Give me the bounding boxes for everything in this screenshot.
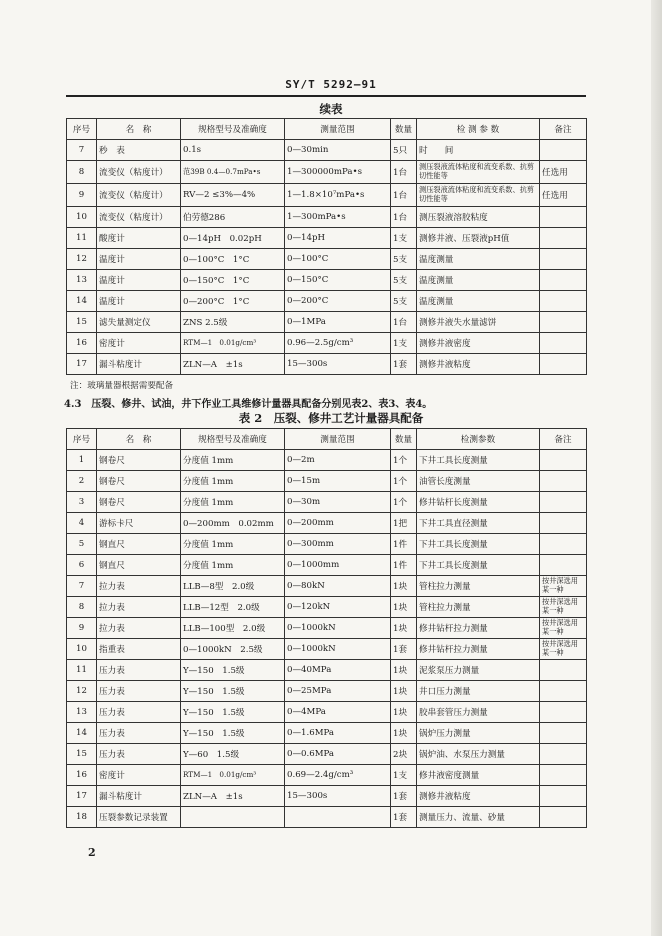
page-number: 2 — [88, 846, 96, 859]
cell-remark: 任选用 — [540, 184, 587, 207]
cell-qty: 1套 — [391, 639, 417, 660]
cell-name: 压裂参数记录装置 — [97, 807, 181, 828]
cell-index: 7 — [67, 140, 97, 161]
header-parameter: 检测参数 — [417, 429, 540, 450]
cell-parameter: 测修井液、压裂液pH值 — [417, 228, 540, 249]
table-row — [67, 228, 587, 249]
table-row — [67, 450, 587, 471]
cell-qty: 1块 — [391, 723, 417, 744]
table-row — [67, 207, 587, 228]
table-row — [67, 161, 587, 184]
cell-qty: 1个 — [391, 471, 417, 492]
header-remark: 备注 — [540, 119, 587, 140]
cell-range: 15—300s — [285, 354, 391, 375]
cell-spec: RV—2 ≤3%—4% — [181, 184, 285, 207]
cell-range: 0—15m — [285, 471, 391, 492]
cell-range: 0—100°C — [285, 249, 391, 270]
cell-parameter: 测修井液密度 — [417, 333, 540, 354]
cell-name: 流变仪（粘度计） — [97, 207, 181, 228]
cell-name: 钢卷尺 — [97, 450, 181, 471]
cell-remark — [540, 723, 587, 744]
cell-qty: 1台 — [391, 207, 417, 228]
cell-remark — [540, 744, 587, 765]
cell-index: 3 — [67, 492, 97, 513]
cell-range: 0.96—2.5g/cm³ — [285, 333, 391, 354]
cell-qty: 5支 — [391, 270, 417, 291]
cell-qty: 1件 — [391, 555, 417, 576]
cell-qty: 1支 — [391, 333, 417, 354]
table-row — [67, 786, 587, 807]
cell-parameter: 胶串套管压力测量 — [417, 702, 540, 723]
cell-index: 9 — [67, 184, 97, 207]
cell-index: 9 — [67, 618, 97, 639]
table-row — [67, 291, 587, 312]
cell-parameter: 温度测量 — [417, 291, 540, 312]
cell-index: 16 — [67, 765, 97, 786]
cell-index: 12 — [67, 249, 97, 270]
cell-spec: Y—150 1.5级 — [181, 681, 285, 702]
cell-qty: 1块 — [391, 618, 417, 639]
cell-remark — [540, 140, 587, 161]
cell-index: 11 — [67, 228, 97, 249]
cell-parameter: 修井液密度测量 — [417, 765, 540, 786]
cell-range: 0—1MPa — [285, 312, 391, 333]
cell-range — [285, 807, 391, 828]
cell-index: 12 — [67, 681, 97, 702]
cell-name: 秒 表 — [97, 140, 181, 161]
table-row — [67, 702, 587, 723]
cell-spec: 分度值 1mm — [181, 471, 285, 492]
cell-qty: 1支 — [391, 765, 417, 786]
cell-index: 7 — [67, 576, 97, 597]
cell-name: 漏斗粘度计 — [97, 786, 181, 807]
header-range: 测量范围 — [285, 429, 391, 450]
cell-spec: 0—150°C 1°C — [181, 270, 285, 291]
cell-spec: 分度值 1mm — [181, 492, 285, 513]
cell-parameter: 温度测量 — [417, 270, 540, 291]
cell-name: 钢卷尺 — [97, 492, 181, 513]
cell-index: 8 — [67, 597, 97, 618]
cell-range: 0—1000mm — [285, 555, 391, 576]
cell-remark: 按井深选用某一种 — [540, 576, 587, 597]
cell-index: 5 — [67, 534, 97, 555]
cell-parameter: 下井工具长度测量 — [417, 555, 540, 576]
cell-qty: 1件 — [391, 534, 417, 555]
cell-remark — [540, 660, 587, 681]
cell-remark — [540, 450, 587, 471]
cell-index: 13 — [67, 270, 97, 291]
cell-index: 6 — [67, 555, 97, 576]
cell-range: 0—14pH — [285, 228, 391, 249]
cell-range: 0—120kN — [285, 597, 391, 618]
cell-range: 0—200mm — [285, 513, 391, 534]
cell-name: 压力表 — [97, 702, 181, 723]
header-name: 名 称 — [97, 429, 181, 450]
cell-remark — [540, 681, 587, 702]
cell-remark — [540, 534, 587, 555]
table1-header-row — [67, 119, 587, 140]
cell-qty: 1块 — [391, 597, 417, 618]
cell-name: 漏斗粘度计 — [97, 354, 181, 375]
table-row — [67, 354, 587, 375]
cell-name: 钢卷尺 — [97, 471, 181, 492]
cell-remark: 按井深选用某一种 — [540, 618, 587, 639]
cell-parameter: 泥浆泵压力测量 — [417, 660, 540, 681]
table-row — [67, 534, 587, 555]
cell-remark — [540, 228, 587, 249]
cell-spec: Y—150 1.5级 — [181, 702, 285, 723]
cell-remark — [540, 354, 587, 375]
cell-parameter: 油管长度测量 — [417, 471, 540, 492]
cell-parameter: 锅炉油、水泵压力测量 — [417, 744, 540, 765]
cell-name: 流变仪（粘度计） — [97, 184, 181, 207]
cell-range: 0—30min — [285, 140, 391, 161]
cell-name: 压力表 — [97, 744, 181, 765]
cell-range: 0—1000kN — [285, 639, 391, 660]
cell-spec: 伯劳德286 — [181, 207, 285, 228]
cell-spec: 分度值 1mm — [181, 450, 285, 471]
header-index: 序号 — [67, 119, 97, 140]
clause-4-3: 4.3 压裂、修井、试油，井下作业工具维修计量器具配备分别见表2、表3、表4。 — [64, 399, 433, 410]
header-remark: 备注 — [540, 429, 587, 450]
header-qty: 数量 — [391, 429, 417, 450]
cell-range: 1—300000mPa•s — [285, 161, 391, 184]
cell-spec: ZLN—A ±1s — [181, 786, 285, 807]
cell-range: 0—4MPa — [285, 702, 391, 723]
table2-header-row — [67, 429, 587, 450]
table-row — [67, 765, 587, 786]
table1 — [66, 118, 587, 375]
cell-qty: 5支 — [391, 249, 417, 270]
cell-index: 17 — [67, 786, 97, 807]
header-name: 名 称 — [97, 119, 181, 140]
table-row — [67, 597, 587, 618]
cell-remark: 任选用 — [540, 161, 587, 184]
cell-qty: 1块 — [391, 702, 417, 723]
cell-range: 0—300mm — [285, 534, 391, 555]
table-row — [67, 555, 587, 576]
cell-index: 15 — [67, 312, 97, 333]
standard-header: SY/T 5292—91 — [285, 78, 377, 91]
cell-parameter: 下井工具长度测量 — [417, 450, 540, 471]
cell-spec: 0—14pH 0.02pH — [181, 228, 285, 249]
cell-name: 指重表 — [97, 639, 181, 660]
cell-name: 拉力表 — [97, 576, 181, 597]
table-row — [67, 807, 587, 828]
cell-remark — [540, 702, 587, 723]
table-row — [67, 471, 587, 492]
cell-remark — [540, 249, 587, 270]
cell-qty: 1支 — [391, 228, 417, 249]
cell-spec — [181, 807, 285, 828]
cell-spec: Y—60 1.5级 — [181, 744, 285, 765]
cell-remark — [540, 312, 587, 333]
cell-qty: 1套 — [391, 786, 417, 807]
cell-qty: 2块 — [391, 744, 417, 765]
cell-index: 10 — [67, 207, 97, 228]
table-row — [67, 660, 587, 681]
cell-qty: 5支 — [391, 291, 417, 312]
cell-qty: 1把 — [391, 513, 417, 534]
table-row — [67, 312, 587, 333]
cell-index: 18 — [67, 807, 97, 828]
cell-spec: RTM—1 0.01g/cm³ — [181, 333, 285, 354]
cell-remark — [540, 291, 587, 312]
cell-index: 2 — [67, 471, 97, 492]
cell-remark — [540, 333, 587, 354]
cell-name: 压力表 — [97, 681, 181, 702]
cell-qty: 1块 — [391, 576, 417, 597]
header-parameter: 检 测 参 数 — [417, 119, 540, 140]
cell-range: 0—0.6MPa — [285, 744, 391, 765]
cell-qty: 1个 — [391, 492, 417, 513]
cell-spec: 0—200°C 1°C — [181, 291, 285, 312]
cell-name: 温度计 — [97, 270, 181, 291]
header-spec: 规格型号及准确度 — [181, 119, 285, 140]
cell-spec: LLB—12型 2.0级 — [181, 597, 285, 618]
cell-name: 温度计 — [97, 249, 181, 270]
cell-range: 0—25MPa — [285, 681, 391, 702]
cell-parameter: 温度测量 — [417, 249, 540, 270]
table1-caption: 续表 — [319, 102, 343, 116]
cell-index: 14 — [67, 723, 97, 744]
cell-range: 0—80kN — [285, 576, 391, 597]
cell-spec: 0—200mm 0.02mm — [181, 513, 285, 534]
cell-index: 17 — [67, 354, 97, 375]
cell-qty: 1台 — [391, 184, 417, 207]
cell-qty: 1台 — [391, 161, 417, 184]
cell-parameter: 时 间 — [417, 140, 540, 161]
cell-spec: 分度值 1mm — [181, 555, 285, 576]
table2-caption: 表 2 压裂、修井工艺计量器具配备 — [238, 411, 424, 425]
cell-range: 15—300s — [285, 786, 391, 807]
cell-qty: 1块 — [391, 681, 417, 702]
table-row — [67, 723, 587, 744]
cell-parameter: 井口压力测量 — [417, 681, 540, 702]
cell-remark — [540, 207, 587, 228]
cell-parameter: 管柱拉力测量 — [417, 576, 540, 597]
cell-parameter: 下井工具长度测量 — [417, 534, 540, 555]
cell-parameter: 测修井液粘度 — [417, 354, 540, 375]
cell-name: 钢直尺 — [97, 534, 181, 555]
cell-spec: 0—100°C 1°C — [181, 249, 285, 270]
cell-name: 压力表 — [97, 723, 181, 744]
cell-spec: Y—150 1.5级 — [181, 660, 285, 681]
cell-name: 拉力表 — [97, 618, 181, 639]
cell-range: 0—200°C — [285, 291, 391, 312]
table-row — [67, 639, 587, 660]
cell-range: 1—300mPa•s — [285, 207, 391, 228]
cell-range: 0—30m — [285, 492, 391, 513]
cell-index: 14 — [67, 291, 97, 312]
cell-name: 钢直尺 — [97, 555, 181, 576]
table-row — [67, 249, 587, 270]
table-row — [67, 744, 587, 765]
cell-index: 15 — [67, 744, 97, 765]
cell-parameter: 测压裂液流体粘度和流变系数、抗剪切性能等 — [417, 161, 540, 184]
cell-range: 0—1000kN — [285, 618, 391, 639]
page-edge-shadow — [651, 0, 662, 936]
cell-index: 16 — [67, 333, 97, 354]
cell-parameter: 测修井液失水量滤饼 — [417, 312, 540, 333]
cell-remark — [540, 471, 587, 492]
cell-remark — [540, 765, 587, 786]
cell-qty: 1套 — [391, 807, 417, 828]
cell-name: 流变仪（粘度计） — [97, 161, 181, 184]
cell-spec: LLB—100型 2.0级 — [181, 618, 285, 639]
cell-index: 11 — [67, 660, 97, 681]
cell-qty: 1套 — [391, 354, 417, 375]
cell-range: 0—40MPa — [285, 660, 391, 681]
table2 — [66, 428, 587, 828]
cell-range: 0—150°C — [285, 270, 391, 291]
cell-name: 压力表 — [97, 660, 181, 681]
cell-range: 0—1.6MPa — [285, 723, 391, 744]
cell-name: 酸度计 — [97, 228, 181, 249]
cell-parameter: 测压裂液溶胶粘度 — [417, 207, 540, 228]
cell-parameter: 测压裂液流体粘度和流变系数、抗剪切性能等 — [417, 184, 540, 207]
cell-spec: RTM—1 0.01g/cm³ — [181, 765, 285, 786]
header-range: 测量范围 — [285, 119, 391, 140]
cell-spec: LLB—8型 2.0级 — [181, 576, 285, 597]
table-row — [67, 270, 587, 291]
header-index: 序号 — [67, 429, 97, 450]
header-qty: 数量 — [391, 119, 417, 140]
table-row — [67, 140, 587, 161]
table-row — [67, 184, 587, 207]
cell-remark — [540, 807, 587, 828]
cell-index: 4 — [67, 513, 97, 534]
cell-spec: 0.1s — [181, 140, 285, 161]
cell-name: 温度计 — [97, 291, 181, 312]
cell-remark — [540, 786, 587, 807]
cell-spec: 0—1000kN 2.5级 — [181, 639, 285, 660]
table-row — [67, 681, 587, 702]
cell-parameter: 修井钻杆拉力测量 — [417, 618, 540, 639]
cell-remark — [540, 270, 587, 291]
cell-spec: ZLN—A ±1s — [181, 354, 285, 375]
cell-parameter: 测量压力、流量、砂量 — [417, 807, 540, 828]
cell-index: 8 — [67, 161, 97, 184]
cell-remark — [540, 555, 587, 576]
cell-name: 滤失量测定仪 — [97, 312, 181, 333]
table1-note: 注：玻璃量器根据需要配备 — [70, 381, 174, 391]
table-row — [67, 333, 587, 354]
cell-parameter: 下井工具直径测量 — [417, 513, 540, 534]
table-row — [67, 576, 587, 597]
cell-name: 密度计 — [97, 765, 181, 786]
cell-spec: 范39B 0.4—0.7mPa•s — [181, 161, 285, 184]
cell-parameter: 锅炉压力测量 — [417, 723, 540, 744]
table-row — [67, 618, 587, 639]
table-row — [67, 513, 587, 534]
header-spec: 规格型号及准确度 — [181, 429, 285, 450]
cell-parameter: 测修井液粘度 — [417, 786, 540, 807]
cell-remark: 按井深选用某一种 — [540, 597, 587, 618]
cell-qty: 1个 — [391, 450, 417, 471]
cell-parameter: 修井钻杆拉力测量 — [417, 639, 540, 660]
cell-index: 13 — [67, 702, 97, 723]
cell-remark — [540, 513, 587, 534]
cell-name: 游标卡尺 — [97, 513, 181, 534]
cell-qty: 1台 — [391, 312, 417, 333]
cell-name: 拉力表 — [97, 597, 181, 618]
cell-range: 0—2m — [285, 450, 391, 471]
header-rule — [66, 95, 586, 97]
cell-qty: 1块 — [391, 660, 417, 681]
cell-spec: 分度值 1mm — [181, 534, 285, 555]
cell-index: 10 — [67, 639, 97, 660]
cell-parameter: 管柱拉力测量 — [417, 597, 540, 618]
cell-qty: 5只 — [391, 140, 417, 161]
cell-name: 密度计 — [97, 333, 181, 354]
cell-spec: ZNS 2.5级 — [181, 312, 285, 333]
cell-range: 1—1.8×10⁷mPa•s — [285, 184, 391, 207]
cell-parameter: 修井钻杆长度测量 — [417, 492, 540, 513]
cell-remark: 按井深选用某一种 — [540, 639, 587, 660]
cell-range: 0.69—2.4g/cm³ — [285, 765, 391, 786]
cell-spec: Y—150 1.5级 — [181, 723, 285, 744]
table-row — [67, 492, 587, 513]
cell-index: 1 — [67, 450, 97, 471]
cell-remark — [540, 492, 587, 513]
